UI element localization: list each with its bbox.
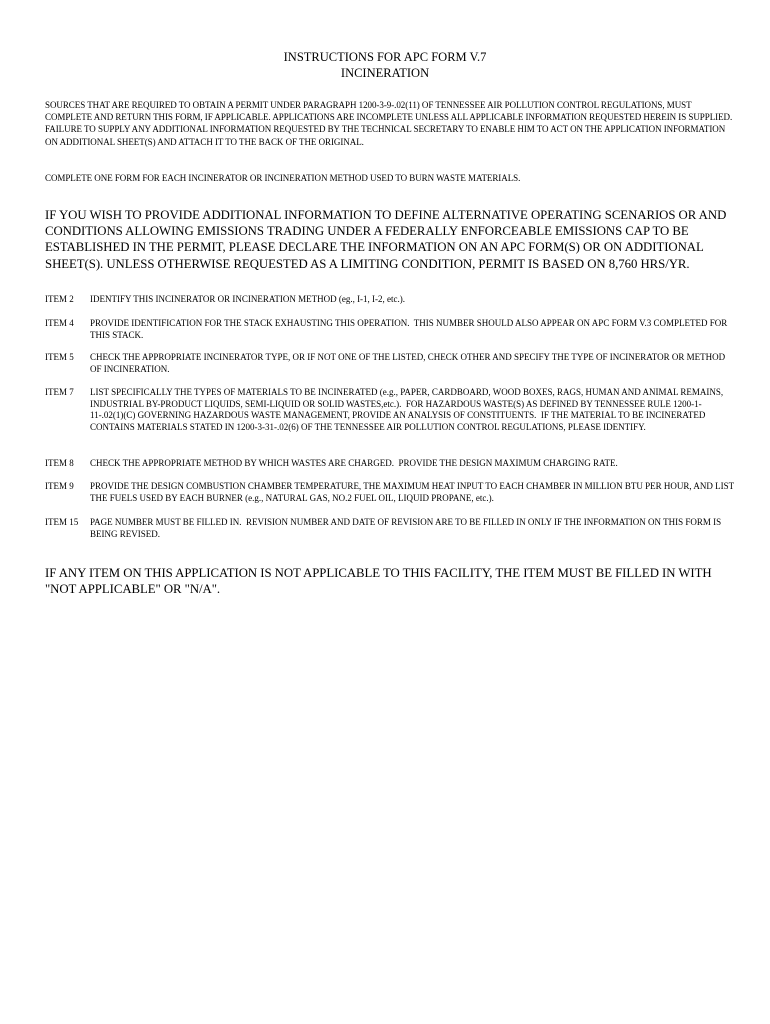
item-label: ITEM 2 <box>45 294 74 304</box>
item-8 <box>45 458 735 470</box>
item-4 <box>45 318 735 341</box>
item-text: PAGE NUMBER MUST BE FILLED IN. REVISION NUMBER AND DATE OF REVISION ARE TO BE FILLED IN ONLY IF THE INFORMATION ON THIS FORM IS BEING REVISED. <box>90 517 724 539</box>
not-applicable-paragraph: IF ANY ITEM ON THIS APPLICATION IS NOT APPLICABLE TO THIS FACILITY, THE ITEM MUST BE FILLED IN WITH "NOT APPLICABLE" OR "N/A". <box>45 566 712 597</box>
item-text: IDENTIFY THIS INCINERATOR OR INCINERATION METHOD (eg., I-1, I-2, etc.). <box>90 294 406 304</box>
item-label: ITEM 7 <box>45 387 74 397</box>
page-title: INSTRUCTIONS FOR APC FORM V.7 <box>283 50 487 64</box>
item-label: ITEM 8 <box>45 458 74 468</box>
alternative-scenarios-paragraph: IF YOU WISH TO PROVIDE ADDITIONAL INFORMATION TO DEFINE ALTERNATIVE OPERATING SCENARIOS OR AND CONDITIONS ALLOWING EMISSIONS TRADING UNDER A FEDERALLY ENFORCEABLE EMISSIONS CAP TO BE ESTABLISHED IN THE PERMIT, PLEASE DECLARE THE INFORMATION ON AN APC FORM(S) OR ON ADDITIONAL SHEET(S). UNLESS OTHERWISE REQUESTED AS A LIMITING CONDITION, PERMIT IS BASED ON 8,760 HRS/YR. <box>45 208 727 271</box>
item-15 <box>45 517 735 540</box>
item-text: PROVIDE IDENTIFICATION FOR THE STACK EXHAUSTING THIS OPERATION. THIS NUMBER SHOULD ALSO APPEAR ON APC FORM V.3 COMPLETED FOR THIS STACK. <box>90 318 730 340</box>
item-label: ITEM 5 <box>45 352 74 362</box>
item-text: CHECK THE APPROPRIATE INCINERATOR TYPE, OR IF NOT ONE OF THE LISTED, CHECK OTHER AND SPECIFY THE TYPE OF INCINERATOR OR METHOD OF INCINERATION. <box>90 352 728 374</box>
item-7 <box>45 387 735 433</box>
page-subtitle: INCINERATION <box>340 66 430 80</box>
item-5 <box>45 352 735 375</box>
item-text: LIST SPECIFICALLY THE TYPES OF MATERIALS TO BE INCINERATED (e.g., PAPER, CARDBOARD, WOOD BOXES, RAGS, HUMAN AND ANIMAL REMAINS, INDUSTRIAL BY-PRODUCT LIQUIDS, SEMI-LIQUID OR SOLID WASTES,etc.). FOR HAZARDOUS WASTE(S) AS DEFINED BY TENNESSEE RULE 1200-1-11-.02(1)(C) GOVERNING HAZARDOUS WASTE MANAGEMENT, PROVIDE AN ANALYSIS OF CONSTITUENTS. IF THE MATERIAL TO BE INCINERATED CONTAINS MATERIALS STATED IN 1200-3-31-.02(6) OF THE TENNESSEE AIR POLLUTION CONTROL REGULATIONS, PLEASE IDENTIFY. <box>90 387 726 432</box>
one-form-paragraph: COMPLETE ONE FORM FOR EACH INCINERATOR OR INCINERATION METHOD USED TO BURN WASTE MATERIALS. <box>45 173 521 183</box>
intro-paragraph: SOURCES THAT ARE REQUIRED TO OBTAIN A PERMIT UNDER PARAGRAPH 1200-3-9-.02(11) OF TENNESSEE AIR POLLUTION CONTROL REGULATIONS, MUST COMPLETE AND RETURN THIS FORM, IF APPLICABLE. APPLICATIONS ARE INCOMPLETE UNLESS ALL APPLICABLE INFORMATION REQUESTED HEREIN IS SUPPLIED. FAILURE TO SUPPLY ANY ADDITIONAL INFORMATION REQUESTED BY THE TECHNICAL SECRETARY TO ENABLE HIM TO ACT ON THE APPLICATION INFORMATION ON ADDITIONAL SHEET(S) AND ATTACH IT TO THE BACK OF THE ORIGINAL. <box>45 100 733 147</box>
item-9 <box>45 481 735 504</box>
item-text: PROVIDE THE DESIGN COMBUSTION CHAMBER TEMPERATURE, THE MAXIMUM HEAT INPUT TO EACH CHAMBER IN MILLION BTU PER HOUR, AND LIST THE FUELS USED BY EACH BURNER (e.g., NATURAL GAS, NO.2 FUEL OIL, LIQUID PROPANE, etc.). <box>90 481 737 503</box>
item-label: ITEM 15 <box>45 517 79 527</box>
item-text: CHECK THE APPROPRIATE METHOD BY WHICH WASTES ARE CHARGED. PROVIDE THE DESIGN MAXIMUM CHARGING RATE. <box>90 458 618 468</box>
item-label: ITEM 4 <box>45 318 74 328</box>
item-label: ITEM 9 <box>45 481 74 491</box>
item-2 <box>45 294 735 306</box>
